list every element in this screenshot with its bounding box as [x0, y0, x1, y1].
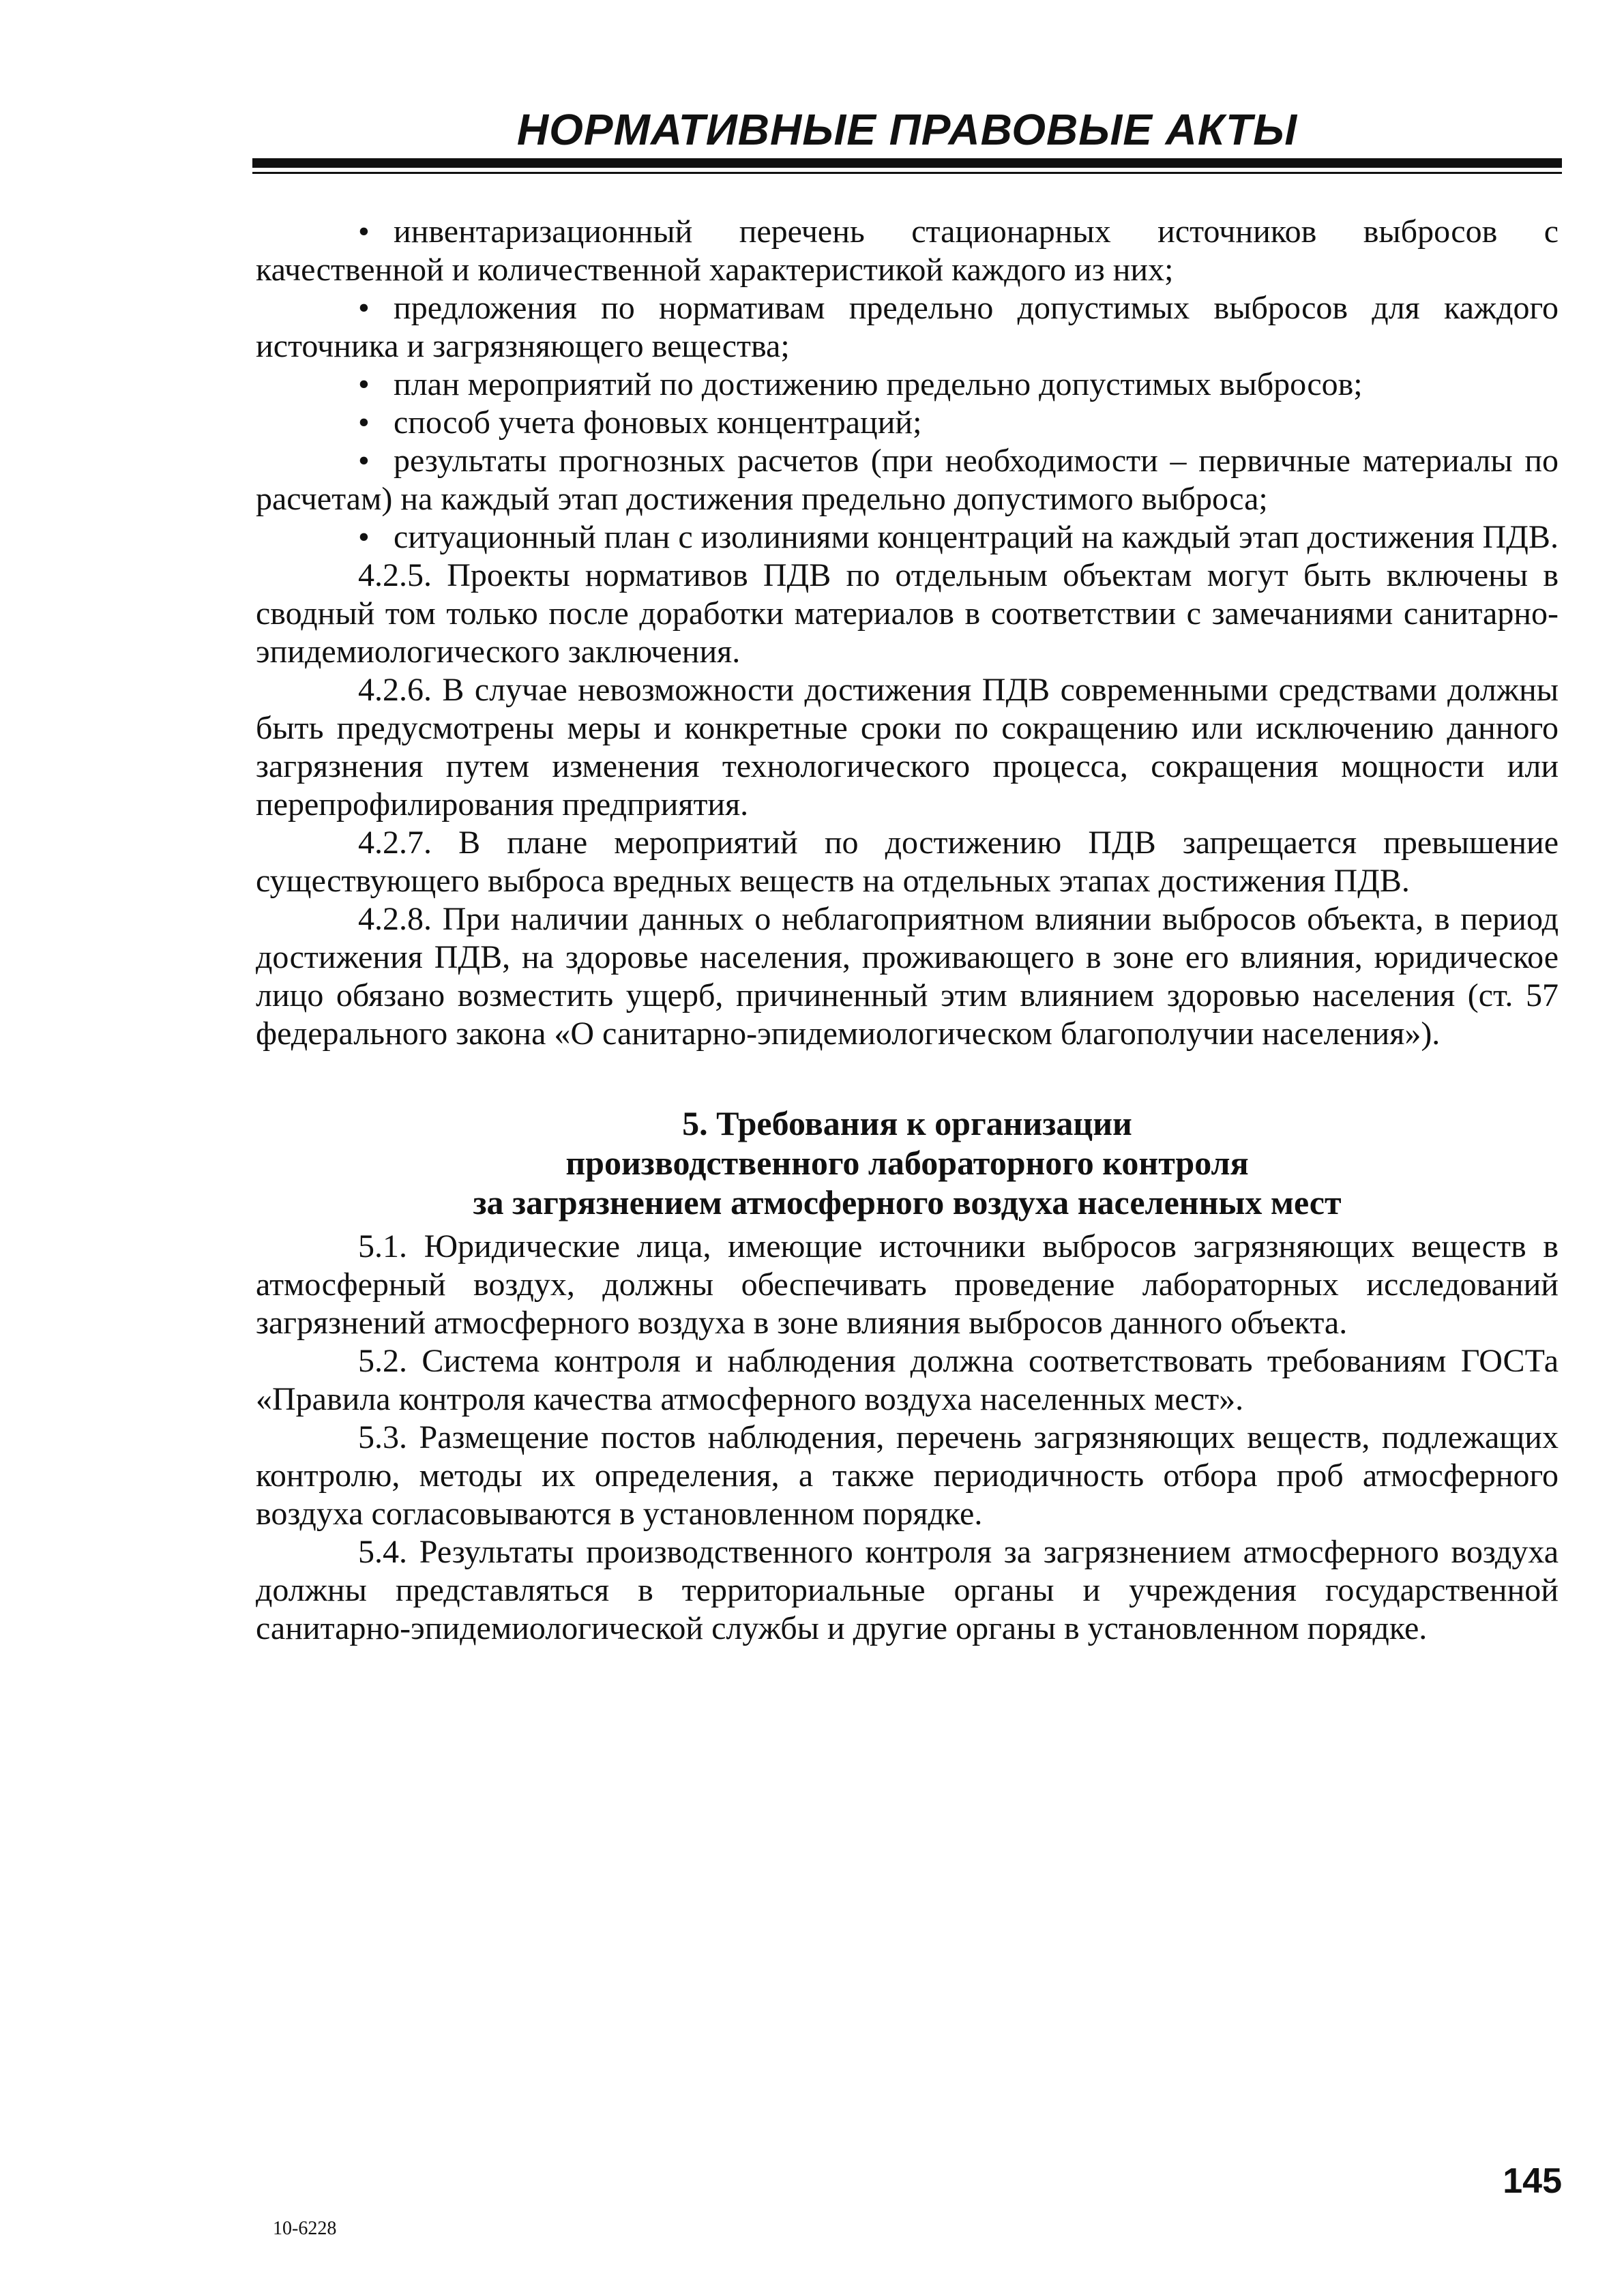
paragraph-5-2: 5.2. Система контроля и наблюдения должна соответствовать требованиям ГОСТа «Правила контроля качества атмосферного воздуха населенных мест». — [256, 1343, 1559, 1417]
bullet-text: ситуационный план с изолиниями концентраций на каждый этап достижения ПДВ. — [394, 519, 1559, 555]
section-5-heading-line: 5. Требования к организации — [682, 1104, 1132, 1142]
body-text — [256, 213, 1559, 1648]
bullet-text: инвентаризационный перечень стационарных источников выбросов с качественной и количественной характеристикой каждого из них; — [256, 213, 1559, 288]
bullet-icon: • — [358, 213, 370, 250]
bullet-icon: • — [358, 519, 370, 555]
bullet-icon: • — [358, 443, 370, 479]
bullet-icon: • — [358, 290, 370, 326]
paragraph-5-1: 5.1. Юридические лица, имеющие источники выбросов загрязняющих веществ в атмосферный воздух, должны обеспечивать проведение лабораторных исследований загрязнений атмосферного воздуха в зоне влияния выбросов данного объекта. — [256, 1228, 1559, 1341]
bullet-text: результаты прогнозных расчетов (при необходимости – первичные материалы по расчетам) на каждый этап достижения предельно допустимого выброса; — [256, 443, 1559, 517]
bullet-text: предложения по нормативам предельно допустимых выбросов для каждого источника и загрязняющего вещества; — [256, 290, 1559, 364]
print-code: 10-6228 — [273, 2218, 337, 2239]
paragraph-4-2-5: 4.2.5. Проекты нормативов ПДВ по отдельным объектам могут быть включены в сводный том только после доработки материалов в соответствии с замечаниями санитарно-эпидемиологического заключения. — [256, 557, 1559, 670]
section-5-heading-line: производственного лабораторного контроля — [565, 1144, 1249, 1182]
page-number: 145 — [1503, 2161, 1562, 2201]
bullet-item — [256, 518, 1559, 557]
header-rule-thick — [252, 158, 1562, 168]
header-rule-thin — [252, 172, 1562, 174]
running-head: НОРМАТИВНЫЕ ПРАВОВЫЕ АКТЫ — [516, 105, 1298, 154]
paragraph-4-2-6: 4.2.6. В случае невозможности достижения ПДВ современными средствами должны быть предусмотрены меры и конкретные сроки по сокращению или исключению данного загрязнения путем изменения технологического процесса, сокращения мощности или перепрофилирования предприятия. — [256, 672, 1559, 823]
section-5-heading — [256, 1104, 1559, 1222]
bullet-item — [256, 442, 1559, 518]
bullet-icon: • — [358, 404, 370, 441]
bullet-text: план мероприятий по достижению предельно допустимых выбросов; — [394, 366, 1363, 402]
paragraph-5-4: 5.4. Результаты производственного контроля за загрязнением атмосферного воздуха должны представляться в территориальные органы и учреждения государственной санитарно-эпидемиологической службы и другие органы в установленном порядке. — [256, 1534, 1559, 1646]
section-5-heading-line: за загрязнением атмосферного воздуха населенных мест — [473, 1183, 1342, 1221]
bullet-item — [256, 404, 1559, 442]
bullet-item — [256, 366, 1559, 404]
paragraph-5-3: 5.3. Размещение постов наблюдения, перечень загрязняющих веществ, подлежащих контролю, методы их определения, а также периодичность отбора проб атмосферного воздуха согласовываются в установленном порядке. — [256, 1419, 1559, 1532]
bullet-text: способ учета фоновых концентраций; — [394, 404, 922, 441]
bullet-item — [256, 213, 1559, 289]
bullet-item — [256, 289, 1559, 366]
paragraph-4-2-7: 4.2.7. В плане мероприятий по достижению ПДВ запрещается превышение существующего выброса вредных веществ на отдельных этапах достижения ПДВ. — [256, 825, 1559, 899]
paragraph-4-2-8: 4.2.8. При наличии данных о неблагоприятном влиянии выбросов объекта, в период достижения ПДВ, на здоровье населения, проживающего в зоне его влияния, юридическое лицо обязано возместить ущерб, причиненный этим влиянием здоровью населения (ст. 57 федерального закона «О санитарно-эпидемиологическом благополучии населения»). — [256, 901, 1559, 1052]
bullet-icon: • — [358, 366, 370, 402]
